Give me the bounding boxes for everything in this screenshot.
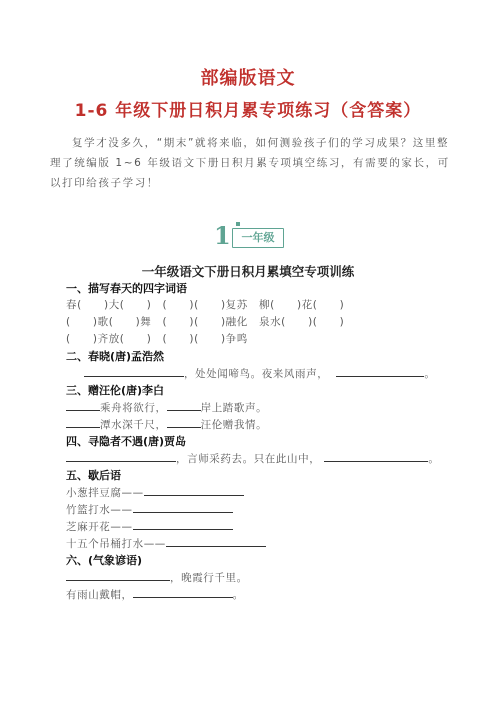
proverb-line [66, 535, 456, 552]
document-subtitle: 1-6 年级下册日积月累专项练习（含答案） [74, 101, 422, 121]
proverb-text: ，晚霞行千里。 [170, 572, 248, 584]
answer-blank[interactable] [324, 450, 428, 462]
section-heading: 三、赠汪伦(唐)李白 [66, 384, 165, 397]
poem-line [66, 399, 456, 416]
poem-text: 岸上踏歌声。 [200, 402, 268, 414]
answer-blank[interactable] [166, 535, 266, 547]
poem-line [66, 450, 456, 467]
poem-line [66, 416, 456, 433]
word-blank-line: ( )歌( )舞 ( )( )融化 泉水( )( ) [66, 316, 345, 328]
poem-text: ，处处闻啼鸟。夜来风雨声， [184, 368, 329, 380]
answer-blank[interactable] [66, 416, 100, 428]
exercise-content [66, 280, 456, 603]
poem-text: 乘舟将欲行， [100, 402, 167, 414]
section-heading: 四、寻隐者不遇(唐)贾岛 [66, 435, 187, 448]
answer-blank[interactable] [167, 399, 201, 411]
section-heading: 五、歇后语 [66, 469, 121, 482]
proverb-text: 十五个吊桶打水—— [66, 538, 166, 550]
proverb-text: 。 [232, 589, 244, 601]
badge-square-icon [236, 222, 240, 226]
answer-blank[interactable] [66, 450, 176, 462]
section-heading: 二、春晓(唐)孟浩然 [66, 350, 165, 363]
proverb-line [66, 586, 456, 603]
answer-blank[interactable] [66, 399, 100, 411]
poem-text: 汪伦赠我情。 [200, 419, 268, 431]
poem-text: 。 [424, 368, 436, 380]
poem-text: 潭水深千尺， [100, 419, 167, 431]
intro-paragraph: 复学才没多久，“期末”就将来临，如何测验孩子们的学习成果？这里整理了统编版 1~6 年级语文下册日积月累专项填空练习，有需要的家长，可以打印给孩子学习！ [50, 137, 450, 189]
section-heading: 六、(气象谚语) [66, 554, 143, 567]
proverb-line [66, 501, 456, 518]
answer-blank[interactable] [133, 586, 233, 598]
grade-badge [210, 221, 284, 250]
word-blank-line: ( )齐放( ) ( )( )争鸣 [66, 333, 248, 345]
answer-blank[interactable] [133, 518, 233, 530]
answer-blank[interactable] [336, 365, 424, 377]
answer-blank[interactable] [84, 365, 184, 377]
answer-blank[interactable] [66, 569, 170, 581]
proverb-line [66, 569, 456, 586]
grade-number: 1 [214, 221, 231, 250]
poem-text: 。 [428, 453, 440, 465]
answer-blank[interactable] [144, 484, 244, 496]
exercise-title: 一年级语文下册日积月累填空专项训练 [141, 264, 355, 279]
answer-blank[interactable] [167, 416, 201, 428]
proverb-line [66, 484, 456, 501]
section-heading: 一、描写春天的四字词语 [66, 282, 187, 295]
proverb-text: 芝麻开花—— [66, 521, 133, 533]
proverb-line [66, 518, 456, 535]
poem-text: ，言师采药去。只在此山中， [176, 453, 321, 465]
word-blank-line: 春( )大( ) ( )( )复苏 柳( )花( ) [66, 299, 345, 311]
proverb-text: 有雨山戴帽， [66, 589, 133, 601]
document-title: 部编版语文 [200, 68, 296, 89]
proverb-text: 小葱拌豆腐—— [66, 487, 144, 499]
poem-line [66, 365, 456, 382]
grade-label: 一年级 [232, 228, 284, 248]
answer-blank[interactable] [133, 501, 233, 513]
proverb-text: 竹篮打水—— [66, 504, 133, 516]
